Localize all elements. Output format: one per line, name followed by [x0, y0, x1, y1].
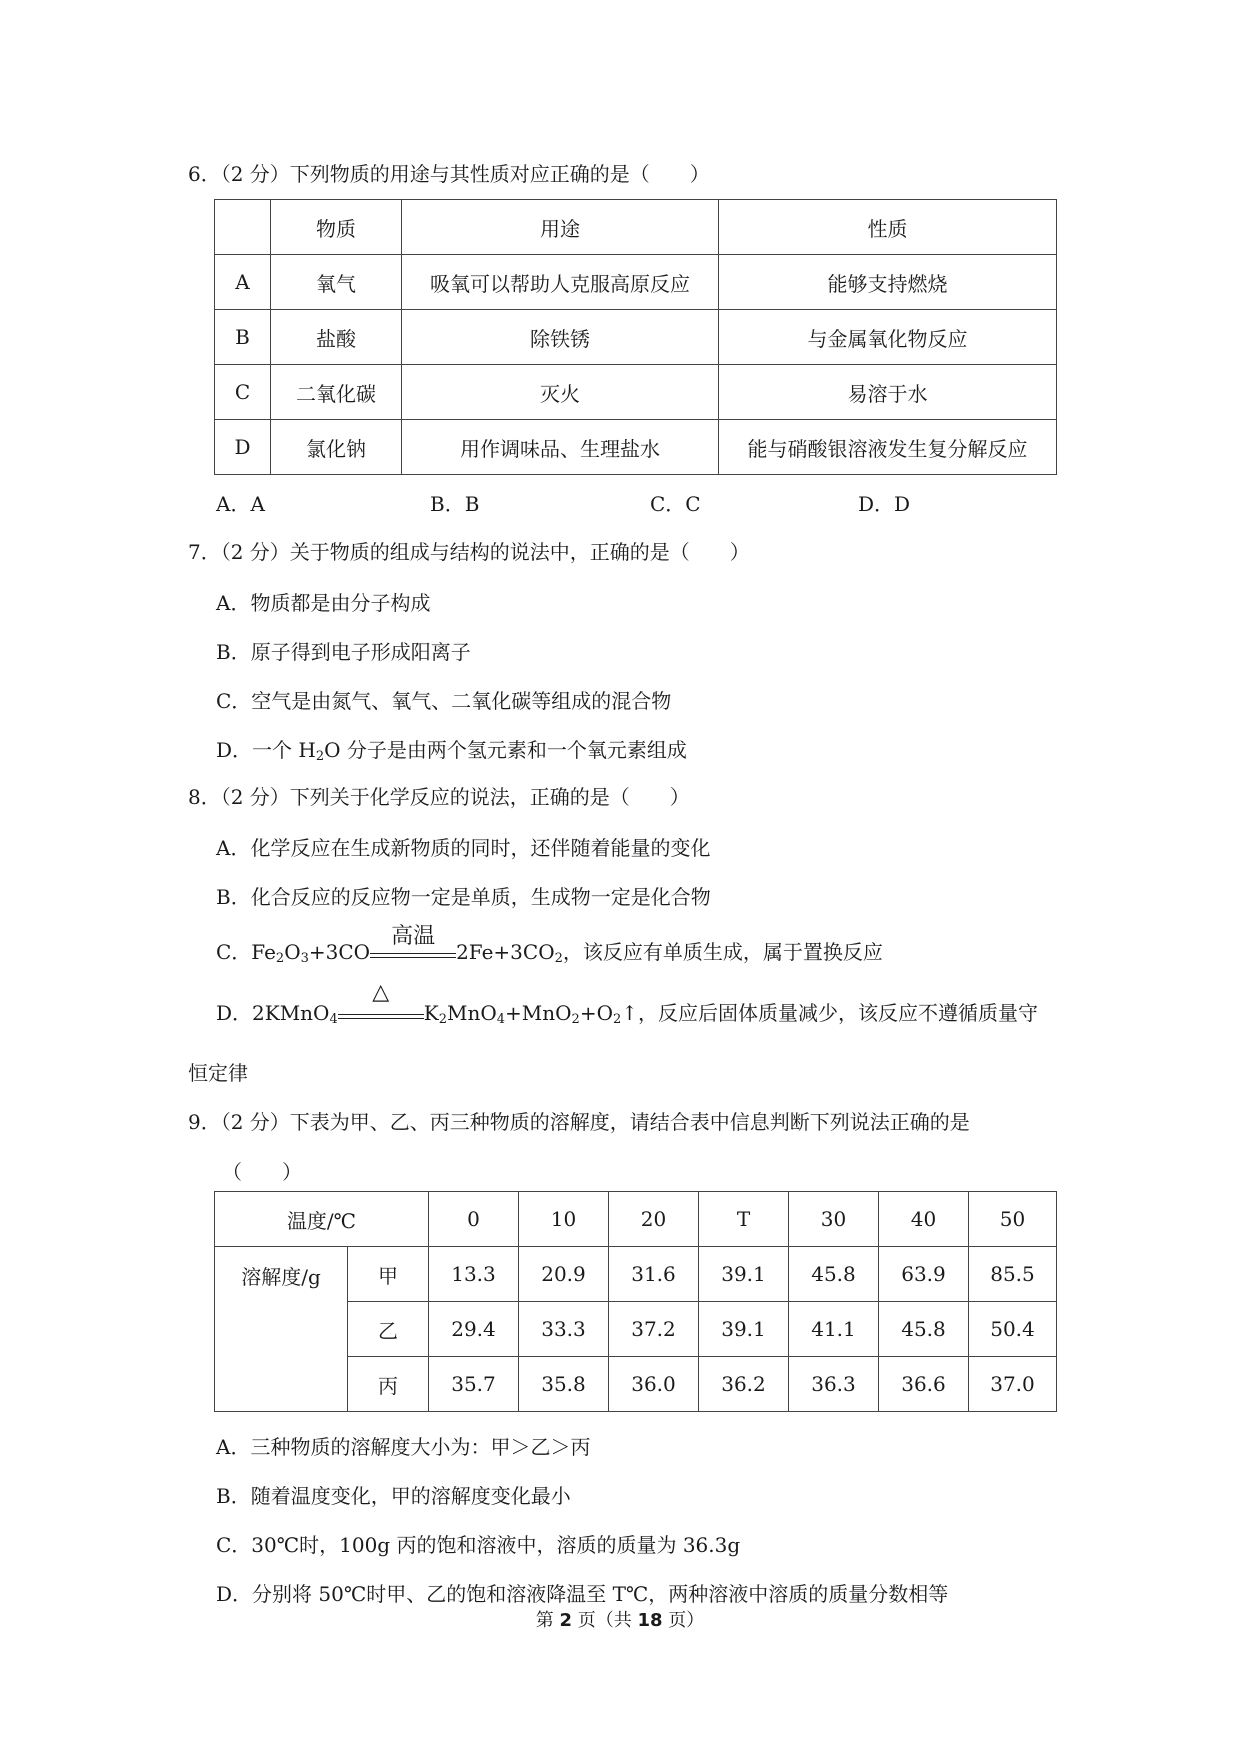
q9-option-a: A．三种物质的溶解度大小为：甲＞乙＞丙	[216, 1435, 591, 1459]
q7-option-b: B．原子得到电子形成阳离子	[216, 640, 471, 664]
q9-option-d: D．分别将 50℃时甲、乙的饱和溶液降温至 T℃，两种溶液中溶质的质量分数相等	[216, 1582, 949, 1606]
q8-option-c	[216, 923, 883, 967]
q7-stem: 7．（2 分）关于物质的组成与结构的说法中，正确的是（ ）	[188, 540, 750, 564]
text: MnO	[446, 1001, 497, 1025]
q8-option-d	[216, 979, 1039, 1028]
q9-solubility-table	[214, 1191, 1057, 1412]
q7-option-d	[216, 734, 687, 764]
subscript: 2	[275, 951, 285, 966]
q6-option-b: B．B	[430, 492, 480, 516]
cell: 盐酸	[271, 310, 402, 365]
q9-stem: 9．（2 分）下表为甲、乙、丙三种物质的溶解度，请结合表中信息判断下列说法正确的是	[188, 1110, 970, 1134]
temp-cell: 10	[519, 1192, 609, 1247]
text: 第	[535, 1610, 560, 1631]
cell: 41.1	[789, 1302, 879, 1357]
cell: 33.3	[519, 1302, 609, 1357]
text: 页（共	[572, 1610, 638, 1631]
temp-cell: T	[699, 1192, 789, 1247]
cell: 35.7	[429, 1357, 519, 1412]
solubility-label: 溶解度/g	[215, 1247, 348, 1412]
page-number: 2	[559, 1610, 572, 1631]
text: D．2KMnO	[216, 1001, 330, 1025]
substance-name: 丙	[348, 1357, 429, 1412]
substance-name: 甲	[348, 1247, 429, 1302]
cell: 31.6	[609, 1247, 699, 1302]
q6-stem: 6．（2 分）下列物质的用途与其性质对应正确的是（ ）	[188, 162, 710, 186]
q6-table	[214, 199, 1057, 475]
reaction-condition-arrow	[370, 923, 456, 967]
temp-cell: 0	[429, 1192, 519, 1247]
text: 页）	[662, 1610, 705, 1631]
cell: 45.8	[789, 1247, 879, 1302]
q9-option-c: C．30℃时，100g 丙的饱和溶液中，溶质的质量为 36.3g	[216, 1533, 741, 1557]
cell: 13.3	[429, 1247, 519, 1302]
cell: 37.0	[969, 1357, 1057, 1412]
table-row	[215, 365, 1057, 420]
cell: 35.8	[519, 1357, 609, 1412]
q9-answer-paren: （ ）	[222, 1160, 302, 1184]
page-footer	[0, 1606, 1240, 1632]
substance-name: 乙	[348, 1302, 429, 1357]
cell: 39.1	[699, 1247, 789, 1302]
q8-stem: 8．（2 分）下列关于化学反应的说法，正确的是（ ）	[188, 785, 690, 809]
cell: 二氧化碳	[271, 365, 402, 420]
q7-option-a: A．物质都是由分子构成	[216, 591, 431, 615]
temp-cell: 40	[879, 1192, 969, 1247]
table-row	[215, 1247, 1057, 1302]
subscript: 4	[329, 1012, 338, 1027]
bar	[370, 957, 456, 958]
table-row	[215, 420, 1057, 475]
heat-symbol: △	[372, 979, 390, 1005]
text: C．Fe	[216, 940, 276, 964]
subscript: 2	[554, 951, 563, 966]
cell: 36.0	[609, 1357, 699, 1412]
cell: 吸氧可以帮助人克服高原反应	[402, 255, 719, 310]
cell: 灭火	[402, 365, 719, 420]
cell: D	[215, 420, 271, 475]
table-row	[215, 255, 1057, 310]
text: D．一个 H	[216, 738, 316, 762]
q8-option-a: A．化学反应在生成新物质的同时，还伴随着能量的变化	[216, 836, 711, 860]
cell: 36.3	[789, 1357, 879, 1412]
temp-cell: 30	[789, 1192, 879, 1247]
total-pages: 18	[637, 1610, 663, 1631]
q8-option-d-continued: 恒定律	[188, 1061, 248, 1085]
temp-cell: 50	[969, 1192, 1057, 1247]
cell: 45.8	[879, 1302, 969, 1357]
text: ，该反应有单质生成，属于置换反应	[562, 940, 883, 964]
q7-option-c: C．空气是由氮气、氧气、二氧化碳等组成的混合物	[216, 689, 672, 713]
subscript: 2	[612, 1012, 622, 1027]
cell: 63.9	[879, 1247, 969, 1302]
text: O	[284, 940, 301, 964]
subscript: 2	[438, 1012, 447, 1027]
cell: 氯化钠	[271, 420, 402, 475]
cell: A	[215, 255, 271, 310]
cell: 36.6	[879, 1357, 969, 1412]
text: +O	[579, 1001, 613, 1025]
condition-label: 高温	[391, 923, 436, 949]
cell: 29.4	[429, 1302, 519, 1357]
table-header-row	[215, 200, 1057, 255]
cell: 20.9	[519, 1247, 609, 1302]
q6-option-c: C．C	[650, 492, 701, 516]
cell: 与金属氧化物反应	[719, 310, 1057, 365]
text: 2Fe+3CO	[456, 940, 555, 964]
text: +3CO	[308, 940, 371, 964]
cell: 36.2	[699, 1357, 789, 1412]
header-cell: 物质	[271, 200, 402, 255]
table-row	[215, 310, 1057, 365]
q6-option-d: D．D	[858, 492, 911, 516]
header-cell: 用途	[402, 200, 719, 255]
subscript: 4	[496, 1012, 506, 1027]
cell: 氧气	[271, 255, 402, 310]
q6-option-a: A．A	[216, 492, 265, 516]
text: ↑，反应后固体质量减少，该反应不遵循质量守	[621, 1001, 1039, 1025]
cell: 50.4	[969, 1302, 1057, 1357]
bar	[338, 1014, 424, 1015]
text: +MnO	[505, 1001, 572, 1025]
cell: 能够支持燃烧	[719, 255, 1057, 310]
subscript: 2	[571, 1012, 580, 1027]
text: O 分子是由两个氢元素和一个氧元素组成	[324, 738, 687, 762]
cell: 易溶于水	[719, 365, 1057, 420]
header-cell	[215, 200, 271, 255]
temp-cell: 20	[609, 1192, 699, 1247]
text: K	[423, 1001, 439, 1025]
cell: 39.1	[699, 1302, 789, 1357]
header-cell: 性质	[719, 200, 1057, 255]
cell: 能与硝酸银溶液发生复分解反应	[719, 420, 1057, 475]
reaction-condition-arrow	[338, 979, 424, 1028]
subscript: 3	[300, 951, 309, 966]
q8-option-b: B．化合反应的反应物一定是单质，生成物一定是化合物	[216, 885, 711, 909]
cell: B	[215, 310, 271, 365]
cell: 用作调味品、生理盐水	[402, 420, 719, 475]
cell: 85.5	[969, 1247, 1057, 1302]
temp-label: 温度/℃	[215, 1192, 429, 1247]
table-header-row	[215, 1192, 1057, 1247]
cell: 除铁锈	[402, 310, 719, 365]
cell: 37.2	[609, 1302, 699, 1357]
q9-option-b: B．随着温度变化，甲的溶解度变化最小	[216, 1484, 571, 1508]
subscript: 2	[315, 749, 325, 764]
bar	[338, 1018, 424, 1019]
cell: C	[215, 365, 271, 420]
bar	[370, 953, 456, 954]
